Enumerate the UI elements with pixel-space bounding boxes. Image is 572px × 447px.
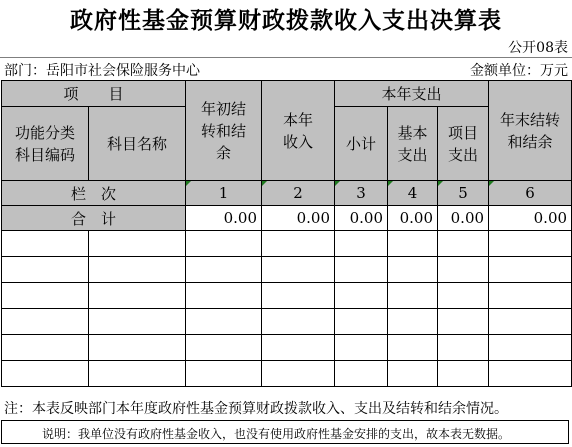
page-title: 政府性基金预算财政拨款收入支出决算表 — [70, 7, 502, 34]
title-divider — [0, 57, 572, 58]
index-col-4: 4 — [388, 181, 438, 206]
total-year-begin: 0.00 — [186, 206, 262, 231]
header-year-begin-text: 年初结转和结余 — [201, 99, 247, 162]
table-note: 注：本表反映部门本年度政府性基金预算财政拨款收入、支出及结转和结余情况。 — [4, 401, 508, 417]
explanation-text: 说明：我单位没有政府性基金收入，也没有使用政府性基金安排的支出，故本表无数据。 — [42, 427, 511, 441]
budget-table — [1, 80, 572, 387]
header-project-exp-text: 项目支出 — [448, 123, 479, 164]
header-year-expense: 本年支出 — [335, 81, 489, 107]
table-row — [2, 283, 572, 309]
index-row-label: 栏 次 — [2, 181, 186, 206]
unit-label: 金额单位：万元 — [470, 63, 568, 79]
explanation-box — [1, 420, 569, 444]
header-year-begin — [186, 81, 262, 181]
header-year-end — [489, 81, 572, 181]
index-col-1: 1 — [186, 181, 262, 206]
total-row-label: 合 计 — [2, 206, 186, 231]
table-code: 公开08表 — [508, 40, 568, 56]
table-row — [2, 257, 572, 283]
header-year-end-text: 年末结转和结余 — [500, 110, 561, 151]
header-subtotal: 小计 — [335, 107, 388, 181]
header-year-income-text: 本年收入 — [283, 110, 314, 151]
header-project: 项 目 — [2, 81, 186, 107]
header-func-code — [2, 107, 89, 181]
table-row — [2, 361, 572, 387]
header-basic — [388, 107, 438, 181]
table-row — [2, 309, 572, 335]
index-col-5: 5 — [438, 181, 489, 206]
header-project-exp — [438, 107, 489, 181]
table-row — [2, 335, 572, 361]
total-year-income: 0.00 — [262, 206, 335, 231]
table-row — [2, 231, 572, 257]
index-col-3: 3 — [335, 181, 388, 206]
index-col-2: 2 — [262, 181, 335, 206]
header-subject-name: 科目名称 — [89, 107, 186, 181]
total-basic: 0.00 — [388, 206, 438, 231]
total-project: 0.00 — [438, 206, 489, 231]
index-col-6: 6 — [489, 181, 572, 206]
total-subtotal: 0.00 — [335, 206, 388, 231]
header-year-income — [262, 81, 335, 181]
department-label: 部门：岳阳市社会保险服务中心 — [4, 63, 200, 79]
total-year-end: 0.00 — [489, 206, 572, 231]
header-func-code-text: 功能分类科目编码 — [14, 123, 75, 164]
header-basic-text: 基本支出 — [397, 123, 428, 164]
